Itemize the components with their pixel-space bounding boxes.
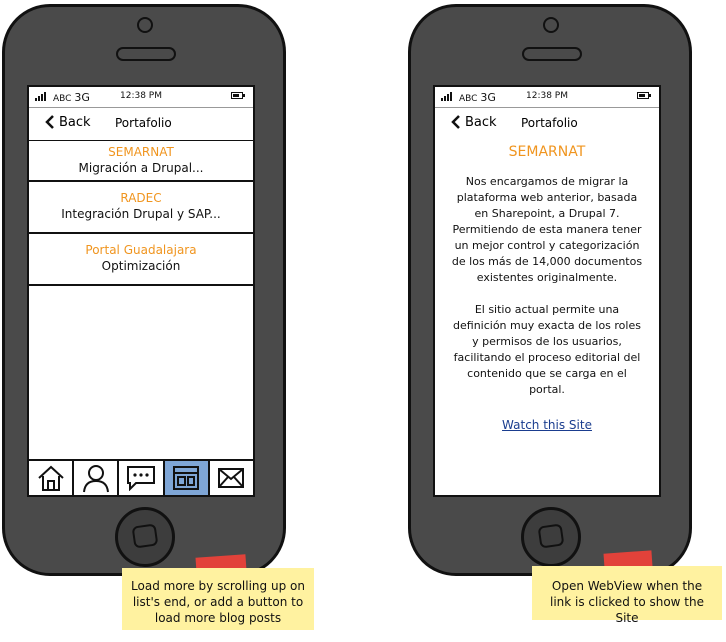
chevron-left-icon (45, 114, 55, 130)
page-title: Portafolio (521, 116, 578, 130)
back-button[interactable] (451, 114, 497, 130)
sticky-note: Load more by scrolling up on list's end, or add a button to load more blog posts (122, 568, 314, 630)
tab-profile[interactable] (74, 461, 119, 495)
navigation-bar (29, 108, 253, 141)
clock: 12:38 PM (120, 91, 162, 101)
list-item[interactable] (29, 234, 253, 286)
list-item-subtitle: Optimización (101, 259, 181, 273)
detail-paragraph: Nos encargamos de migrar la plataforma web anterior, basada en Sharepoint, a Drupal 7. Permitiendo de esta manera tener un mejor control y categorización de los más de 14,000 documentos existentes originalmente. (451, 175, 643, 284)
back-label: Back (59, 114, 91, 130)
watch-site-link[interactable]: Watch this Site (502, 418, 592, 432)
back-label: Back (465, 114, 497, 130)
home-button[interactable] (115, 507, 175, 567)
phone-left (2, 4, 286, 576)
screen-detail (433, 85, 661, 497)
tab-mail[interactable] (210, 461, 253, 495)
chat-icon (126, 465, 156, 491)
camera (137, 17, 153, 33)
clock: 12:38 PM (526, 91, 568, 101)
camera (543, 17, 559, 33)
carrier-label: ABC 3G (53, 91, 90, 104)
mail-icon (217, 467, 245, 489)
list-item-title: RADEC (120, 191, 162, 205)
back-button[interactable] (45, 114, 91, 130)
list-item[interactable] (29, 182, 253, 234)
list-item-subtitle: Integración Drupal y SAP... (61, 207, 221, 221)
speaker (522, 47, 582, 61)
sticky-note: Open WebView when the link is clicked to show the Site (532, 566, 722, 620)
list-item-title: SEMARNAT (108, 145, 174, 159)
navigation-bar (435, 108, 659, 140)
battery-icon (231, 92, 243, 99)
phone-right (408, 4, 692, 576)
home-button[interactable] (521, 507, 581, 567)
tab-portfolio[interactable] (165, 461, 210, 495)
tab-chat[interactable] (119, 461, 164, 495)
screen-list (27, 85, 255, 497)
carrier-label: ABC 3G (459, 91, 496, 104)
detail-content (435, 144, 659, 433)
list-item-title: Portal Guadalajara (85, 243, 197, 257)
speaker (116, 47, 176, 61)
chevron-left-icon (451, 114, 461, 130)
user-icon (81, 463, 111, 493)
portfolio-icon (172, 465, 200, 491)
battery-icon (637, 92, 649, 99)
status-bar (29, 87, 253, 108)
list-item[interactable] (29, 141, 253, 182)
detail-heading: SEMARNAT (508, 144, 586, 160)
status-bar (435, 87, 659, 108)
home-icon (36, 464, 66, 492)
page-title: Portafolio (115, 116, 172, 130)
tab-bar (29, 459, 253, 495)
list-item-subtitle: Migración a Drupal... (78, 161, 204, 175)
detail-paragraph: El sitio actual permite una definición muy exacta de los roles y permisos de los usuarios, facilitando el proceso editorial del contenido que se carga en el portal. (453, 303, 641, 396)
tab-home[interactable] (29, 461, 74, 495)
